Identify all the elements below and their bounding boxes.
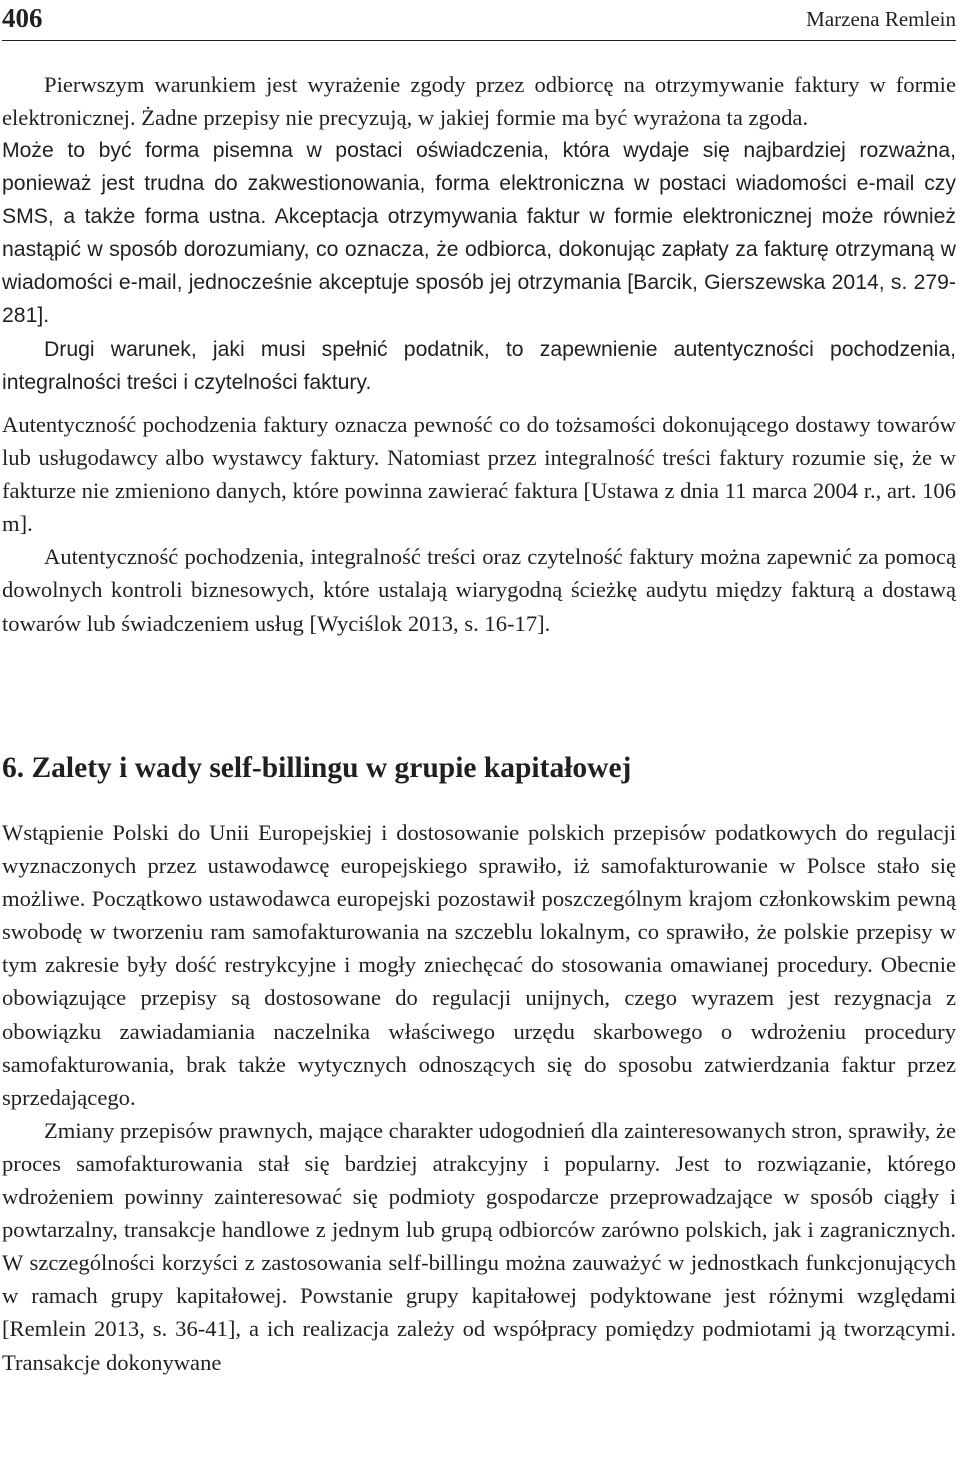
paragraph-text: Pierwszym warunkiem jest wyrażenie zgody przez odbiorcę na otrzymywanie faktury w formie elektronicznej. Żadne przepisy nie precyzują, w jakiej formie ma być wyrażona ta zgoda. <box>2 72 956 131</box>
paragraph-second-condition: Drugi warunek, jaki musi spełnić podatnik, to zapewnienie autentyczności pochodzenia, integralności treści i czytelności faktury. <box>2 337 956 394</box>
paragraph-regulation-changes: Zmiany przepisów prawnych, mające charakter udogodnień dla zainteresowanych stron, sprawiły, że proces samofakturowania stał się bardziej atrakcyjny i popularny. Jest to rozwiązanie, którego wdrożeniem powinny zainteresować się podmioty gospodarcze przeprowadzające w sposób ciągły i powtarzalny, transakcje handlowe z jednym lub grupą odbiorców zarówno polskich, jak i zagranicznych. W szczególności korzyści z zastosowania self-billingu można zauważyć w jednostkach funkcjonujących w ramach grupy kapitałowej. Powstanie grupy kapitałowej podyktowane jest różnymi względami [Remlein 2013, s. 36-41], a ich realizacja zależy od współpracy pomiędzy podmiotami ją tworzącymi. Transakcje dokonywane <box>2 1117 956 1375</box>
page-number: 406 <box>2 3 43 33</box>
section-heading: 6. Zalety i wady self-billingu w grupie kapitałowej <box>2 752 632 784</box>
page-header <box>2 0 956 41</box>
paragraph-eu-accession: Wstąpienie Polski do Unii Europejskiej i dostosowanie polskich przepisów podatkowych do regulacji wyznaczonych przez ustawodawcę europejskiego sprawiło, iż samofakturowanie w Polsce stało się możliwe. Początkowo ustawodawca europejski pozostawił poszczególnym krajom członkowskim pewną swobodę w tworzeniu ram samofakturowania na szczeblu lokalnym, co sprawiło, że polskie przepisy w tym zakresie były dość restrykcyjne i mogły zniechęcać do stosowania omawianej procedury. Obecnie obowiązujące przepisy są dostosowane do regulacji unijnych, czego wyrazem jest rezygnacja z obowiązku zawiadamiania naczelnika właściwego urzędu skarbowego o wdrożeniu procedury samofakturowania, brak także wytycznych odnoszących się do sposobu zatwierdzania faktur przez sprzedającego. <box>2 820 956 1110</box>
paragraph-authenticity <box>2 408 956 640</box>
running-head-author: Marzena Remlein <box>806 7 956 31</box>
paragraph-controls: Autentyczność pochodzenia, integralność treści oraz czytelność faktury można zapewnić za pomocą dowolnych kontroli biznesowych, które ustalają wiarygodną ścieżkę audytu między fakturą a dostawą towarów lub świadczeniem usług [Wyciślok 2013, s. 16-17]. <box>2 544 956 636</box>
paragraph-consent-start <box>2 68 956 134</box>
section-body <box>2 816 956 1379</box>
paragraph-text: Może to być forma pisemna w postaci oświadczenia, która wydaje się najbardziej rozważna, ponieważ jest trudna do zakwestionowania, forma elektroniczna w postaci wiadomości e-mail czy SMS, a także forma ustna. Akceptacja otrzymywania faktur w formie elektronicznej może również nastąpić w sposób dorozumiany, co oznacza, że odbiorca, dokonując zapłaty za fakturę otrzymaną w wiadomości e-mail, jednocześnie akceptuje sposób jej otrzymania [Barcik, Gierszewska 2014, s. 279-281]. <box>2 139 956 328</box>
paragraph-text: Autentyczność pochodzenia faktury oznacza pewność co do tożsamości dokonującego dostawy towarów lub usługodawcy albo wystawcy faktury. Natomiast przez integralność treści faktury rozumie się, że w fakturze nie zmieniono danych, które powinna zawierać faktura [Ustawa z dnia 11 marca 2004 r., art. 106 m]. <box>2 412 956 537</box>
paragraph-consent-forms <box>2 134 956 399</box>
